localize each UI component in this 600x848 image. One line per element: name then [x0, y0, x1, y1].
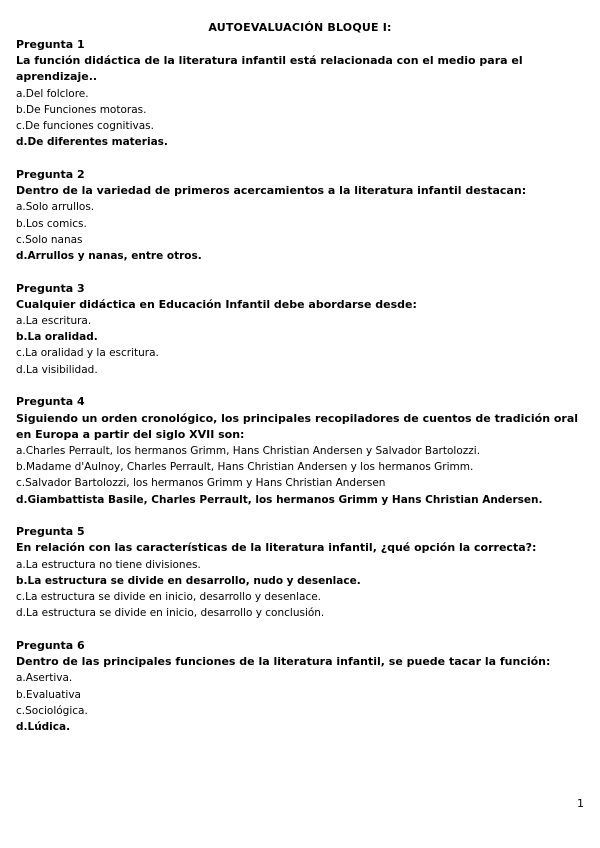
question-block	[16, 394, 584, 507]
answer-option: c.La oralidad y la escritura.	[16, 347, 159, 360]
answer-option: b.Los comics.	[16, 217, 87, 230]
question-label: Pregunta 1	[16, 38, 85, 51]
page-title: AUTOEVALUACIÓN BLOQUE I:	[208, 21, 392, 34]
answer-option: c.De funciones cognitivas.	[16, 120, 154, 133]
answer-option-correct: d.Lúdica.	[16, 721, 71, 734]
question-text: Siguiendo un orden cronológico, los principales recopiladores de cuentos de tradición oral en Europa a partir del siglo XVII son:	[16, 411, 579, 441]
page-number: 1	[577, 797, 584, 810]
question-block	[16, 524, 584, 621]
answer-option-correct: d.Arrullos y nanas, entre otros.	[16, 249, 202, 262]
answer-option: a.La estructura no tiene divisiones.	[16, 558, 201, 571]
question-text: Dentro de las principales funciones de la literatura infantil, se puede tacar la función:	[16, 655, 551, 669]
question-label: Pregunta 3	[16, 281, 85, 295]
question-text: Dentro de la variedad de primeros acercamientos a la literatura infantil destacan:	[16, 184, 527, 198]
question-text: Cualquier didáctica en Educación Infantil debe abordarse desde:	[16, 297, 417, 311]
answer-option: d.La visibilidad.	[16, 363, 98, 376]
answer-option: a.La escritura.	[16, 315, 92, 328]
answer-option-correct: b.La oralidad.	[16, 331, 98, 344]
answer-option-correct: d.Giambattista Basile, Charles Perrault, los hermanos Grimm y Hans Christian Andersen.	[16, 493, 543, 506]
answer-option: b.De Funciones motoras.	[16, 103, 147, 116]
question-text: En relación con las características de la literatura infantil, ¿qué opción la correcta?:	[16, 541, 537, 555]
answer-option: b.Madame d'Aulnoy, Charles Perrault, Hans Christian Andersen y los hermanos Grimm.	[16, 461, 474, 474]
answer-option: d.La estructura se divide en inicio, desarrollo y conclusión.	[16, 607, 325, 620]
question-label: Pregunta 4	[16, 395, 85, 409]
answer-option-correct: b.La estructura se divide en desarrollo, nudo y desenlace.	[16, 574, 361, 587]
question-text: La función didáctica de la literatura infantil está relacionada con el medio para el aprendizaje..	[16, 54, 523, 84]
question-label: Pregunta 5	[16, 525, 85, 539]
question-label: Pregunta 2	[16, 167, 85, 181]
answer-option: c.La estructura se divide en inicio, desarrollo y desenlace.	[16, 591, 322, 604]
question-block	[16, 37, 584, 150]
answer-option: a.Asertiva.	[16, 672, 73, 685]
answer-option: c.Salvador Bartolozzi, los hermanos Grimm y Hans Christian Andersen	[16, 477, 386, 490]
answer-option: a.Del folclore.	[16, 87, 89, 100]
question-list	[16, 37, 584, 752]
question-block	[16, 167, 584, 264]
answer-option-correct: d.De diferentes materias.	[16, 136, 168, 149]
question-block	[16, 281, 584, 378]
answer-option: c.Sociológica.	[16, 704, 88, 717]
question-block	[16, 638, 584, 735]
answer-option: a.Solo arrullos.	[16, 201, 95, 214]
answer-option: b.Evaluativa	[16, 688, 81, 701]
answer-option: a.Charles Perrault, los hermanos Grimm, Hans Christian Andersen y Salvador Bartolozzi.	[16, 444, 481, 457]
answer-option: c.Solo nanas	[16, 233, 83, 246]
question-label: Pregunta 6	[16, 639, 85, 652]
